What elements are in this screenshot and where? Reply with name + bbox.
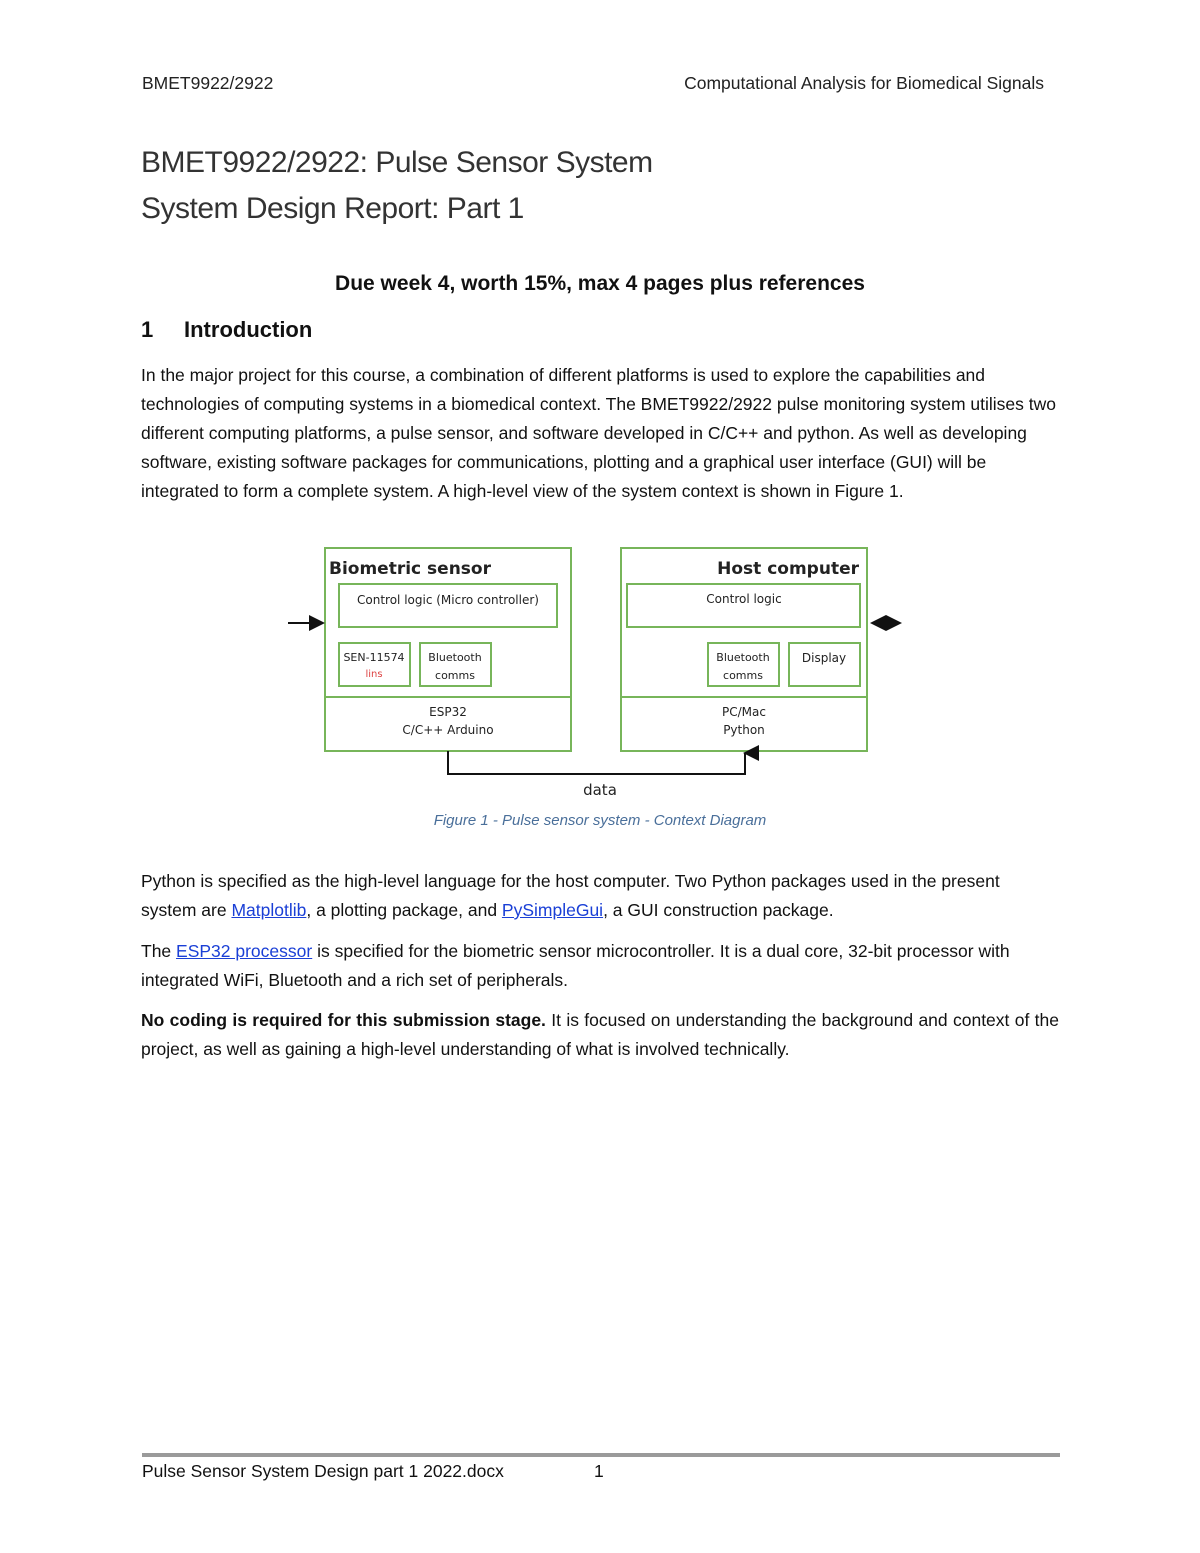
- section-heading: [141, 317, 312, 343]
- sen-sub-label: lins: [365, 669, 383, 680]
- figure-caption: Figure 1 - Pulse sensor system - Context Diagram: [433, 812, 767, 829]
- sensor-bluetooth-label-2: comms: [435, 669, 475, 682]
- p2-text-middle: , a plotting package, and: [306, 900, 502, 920]
- p4-text-rest: It is focused on understanding the background and context of the project, as well as gaining a high-level understanding of what is involved technically.: [141, 1010, 1059, 1059]
- p4-bold-text: No coding is required for this submission stage.: [141, 1010, 546, 1030]
- sensor-title: Biometric sensor: [329, 559, 491, 579]
- pysimplegui-link[interactable]: PySimpleGui: [501, 900, 604, 920]
- p2-text-after: , a GUI construction package.: [603, 900, 834, 920]
- section-number: 1: [141, 317, 154, 342]
- sensor-logic-label: Control logic (Micro controller): [357, 593, 539, 607]
- host-title: Host computer: [717, 559, 859, 579]
- python-paragraph: [141, 867, 1059, 925]
- sensor-platform-label-1: ESP32: [429, 705, 467, 719]
- intro-paragraph: In the major project for this course, a combination of different platforms is used to explore the capabilities and technologies of computing systems in a biomedical context. The BMET9922/2922 pulse monitoring system utilises two different computing platforms, a pulse sensor, and software developed in C/C++ and python. As well as developing software, existing software packages for communications, plotting and a graphical user interface (GUI) will be integrated to form a complete system. A high-level view of the system context is shown in Figure 1.: [141, 365, 1056, 501]
- esp32-paragraph: [141, 937, 1059, 995]
- header-course-code: BMET9922/2922: [142, 73, 274, 93]
- display-label: Display: [801, 651, 847, 665]
- due-heading: Due week 4, worth 15%, max 4 pages plus references: [335, 272, 865, 295]
- host-platform-label-2: Python: [723, 723, 765, 737]
- document-title: BMET9922/2922: Pulse Sensor System: [141, 146, 653, 179]
- esp32-link[interactable]: ESP32 processor: [176, 941, 313, 961]
- host-bluetooth-label-1: Bluetooth: [716, 651, 770, 664]
- sensor-bluetooth-label-1: Bluetooth: [428, 651, 482, 664]
- data-label: data: [583, 781, 617, 799]
- footer-page-number: 1: [594, 1461, 604, 1481]
- p2-text-before: Python is specified as the high-level language for the host computer. Two Python packages used in the present system are: [141, 871, 1000, 920]
- footer-filename: Pulse Sensor System Design part 1 2022.docx: [142, 1461, 504, 1481]
- sen-label: SEN-11574: [343, 651, 405, 664]
- host-bluetooth-label-2: comms: [723, 669, 763, 682]
- section-title: Introduction: [184, 317, 313, 342]
- footer-divider: [142, 1453, 1060, 1457]
- document-subtitle: System Design Report: Part 1: [141, 192, 524, 225]
- context-diagram: [280, 540, 920, 805]
- data-connector: [448, 751, 745, 774]
- p3-text-before: The: [141, 941, 177, 961]
- host-logic-label: Control logic: [706, 592, 782, 606]
- sensor-platform-label-2: C/C++ Arduino: [402, 723, 494, 737]
- header-course-title: Computational Analysis for Biomedical Signals: [684, 73, 1044, 93]
- coding-paragraph: [141, 1006, 1059, 1064]
- host-platform-label-1: PC/Mac: [722, 705, 766, 719]
- matplotlib-link[interactable]: Matplotlib: [231, 900, 307, 920]
- p3-text-after: is specified for the biometric sensor microcontroller. It is a dual core, 32-bit processor with integrated WiFi, Bluetooth and a rich set of peripherals.: [141, 941, 1010, 990]
